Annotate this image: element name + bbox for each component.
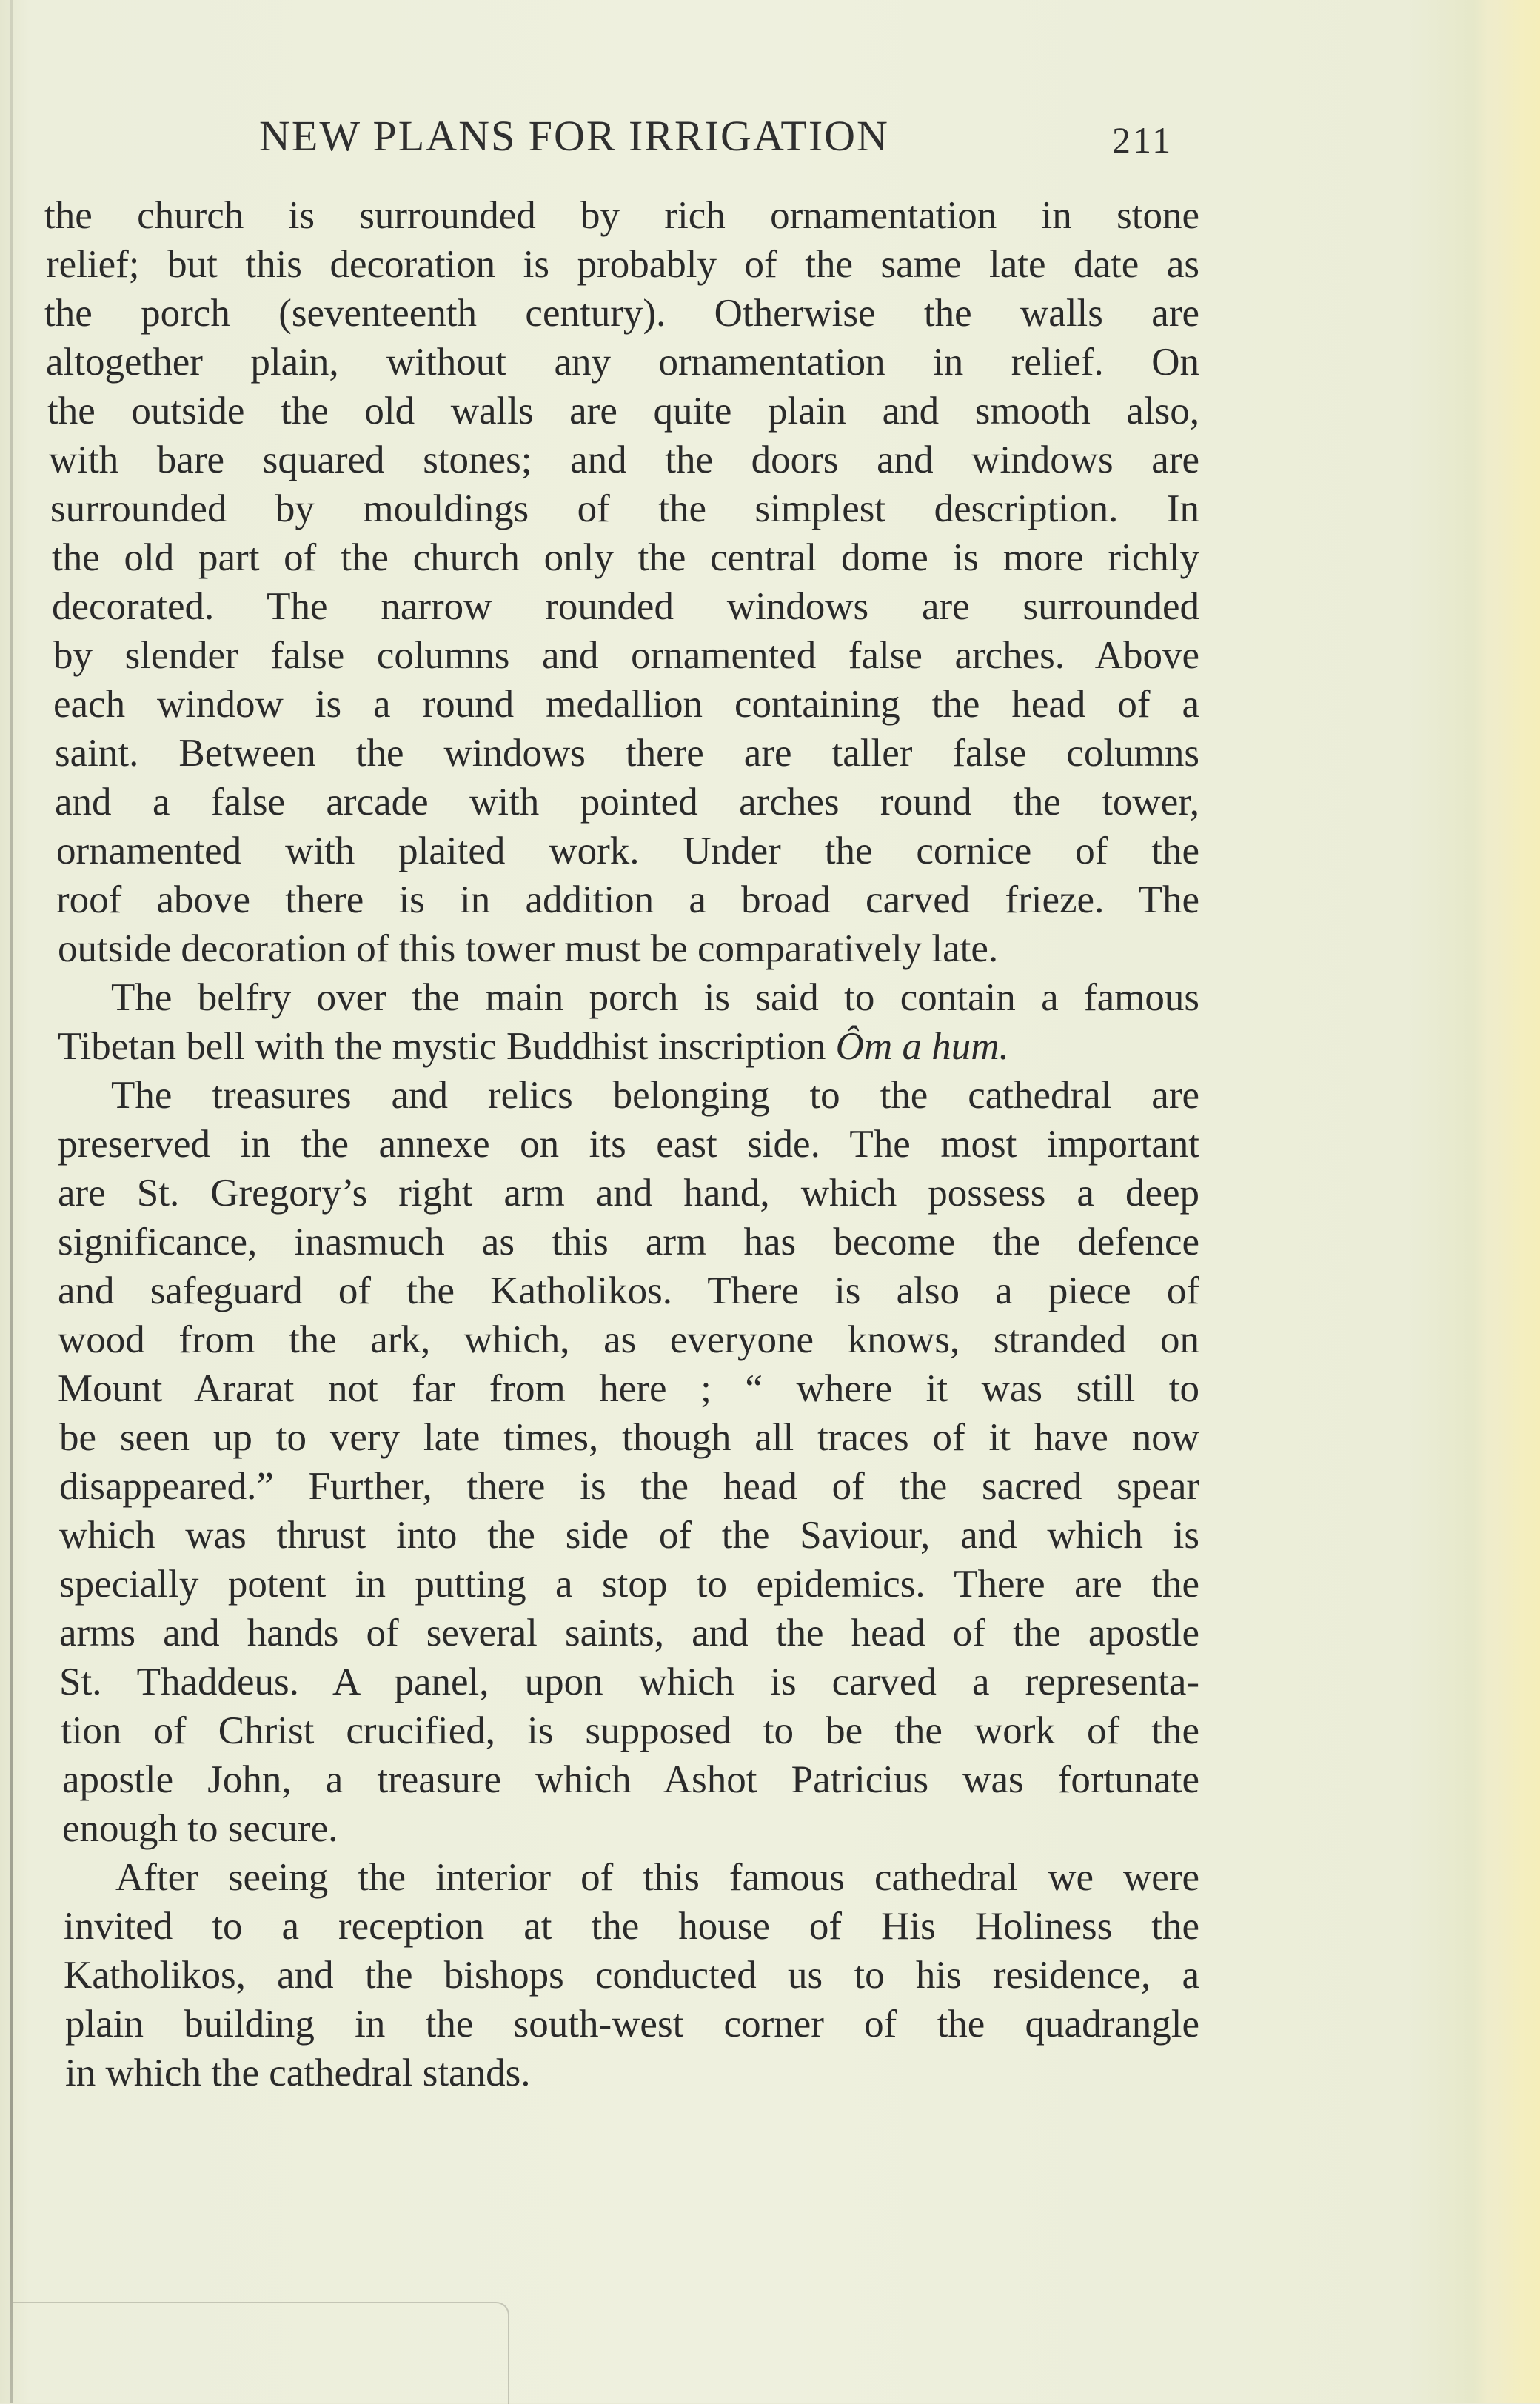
text-line-with-inscription <box>58 1022 1199 1071</box>
text-line: relief; but this decoration is probably of the same late date as <box>46 243 1199 286</box>
binding-edge <box>10 0 13 2403</box>
text-line: decorated. The narrow rounded windows are surrounded <box>52 585 1199 628</box>
body-text <box>44 191 1199 2097</box>
text-line: which was thrust into the side of the Saviour, and which is <box>59 1514 1199 1557</box>
text-line: the porch (seventeenth century). Otherwise the walls are <box>44 292 1199 335</box>
text-line: specially potent in putting a stop to epidemics. There are the <box>59 1563 1199 1606</box>
text-line: the old part of the church only the central dome is more richly <box>52 536 1199 579</box>
inscription-lead: Tibetan bell with the mystic Buddhist inscription <box>58 1025 826 1068</box>
text-line: the church is surrounded by rich ornamentation in stone <box>44 194 1199 237</box>
text-line: disappeared.” Further, there is the head of the sacred spear <box>59 1465 1199 1508</box>
text-line: After seeing the interior of this famous cathedral we were <box>116 1856 1199 1899</box>
text-line: with bare squared stones; and the doors and windows are <box>49 438 1199 481</box>
text-line: by slender false columns and ornamented false arches. Above <box>53 634 1199 677</box>
text-line: are St. Gregory’s right arm and hand, which possess a deep <box>58 1172 1199 1215</box>
page-number: 211 <box>1112 119 1174 161</box>
text-line: tion of Christ crucified, is supposed to be the work of the <box>61 1709 1199 1752</box>
text-line: and a false arcade with pointed arches round the tower, <box>55 781 1199 824</box>
text-line: roof above there is in addition a broad carved frieze. The <box>56 878 1199 921</box>
inscription: Ôm a hum. <box>835 1025 1009 1068</box>
text-line: saint. Between the windows there are taller false columns <box>55 732 1199 775</box>
text-line: apostle John, a treasure which Ashot Patricius was fortunate <box>62 1758 1199 1801</box>
text-line: St. Thaddeus. A panel, upon which is carved a representa- <box>59 1660 1199 1703</box>
text-line: the outside the old walls are quite plain and smooth also, <box>47 390 1199 433</box>
text-line: be seen up to very late times, though all traces of it have now <box>59 1416 1199 1459</box>
text-line: significance, inasmuch as this arm has become the defence <box>58 1221 1199 1263</box>
text-line: ornamented with plaited work. Under the cornice of the <box>56 829 1199 872</box>
text-line: wood from the ark, which, as everyone knows, stranded on <box>58 1318 1199 1361</box>
text-line: invited to a reception at the house of His Holiness the <box>64 1905 1199 1948</box>
text-line: The belfry over the main porch is said to contain a famous <box>111 976 1199 1019</box>
text-line: surrounded by mouldings of the simplest description. In <box>50 487 1199 530</box>
running-title: NEW PLANS FOR IRRIGATION <box>259 112 889 160</box>
text-line: altogether plain, without any ornamentation in relief. On <box>46 341 1199 384</box>
text-line: each window is a round medallion containing the head of a <box>53 683 1199 726</box>
text-line: preserved in the annexe on its east side. The most important <box>58 1123 1199 1166</box>
text-line: Mount Ararat not far from here ; “ where it was still to <box>58 1367 1199 1410</box>
text-line: outside decoration of this tower must be comparatively late. <box>58 927 999 970</box>
text-line: arms and hands of several saints, and the head of the apostle <box>59 1612 1199 1655</box>
page-edge <box>1496 0 1540 2403</box>
text-line: and safeguard of the Katholikos. There is also a piece of <box>58 1269 1199 1312</box>
text-line: in which the cathedral stands. <box>65 2051 531 2094</box>
page-tab-outline <box>13 2302 509 2404</box>
running-head <box>259 111 1185 170</box>
text-line: plain building in the south-west corner of the quadrangle <box>65 2003 1199 2046</box>
text-line: enough to secure. <box>62 1807 338 1850</box>
text-line: Katholikos, and the bishops conducted us to his residence, a <box>64 1954 1199 1997</box>
text-line: The treasures and relics belonging to the cathedral are <box>111 1074 1199 1117</box>
